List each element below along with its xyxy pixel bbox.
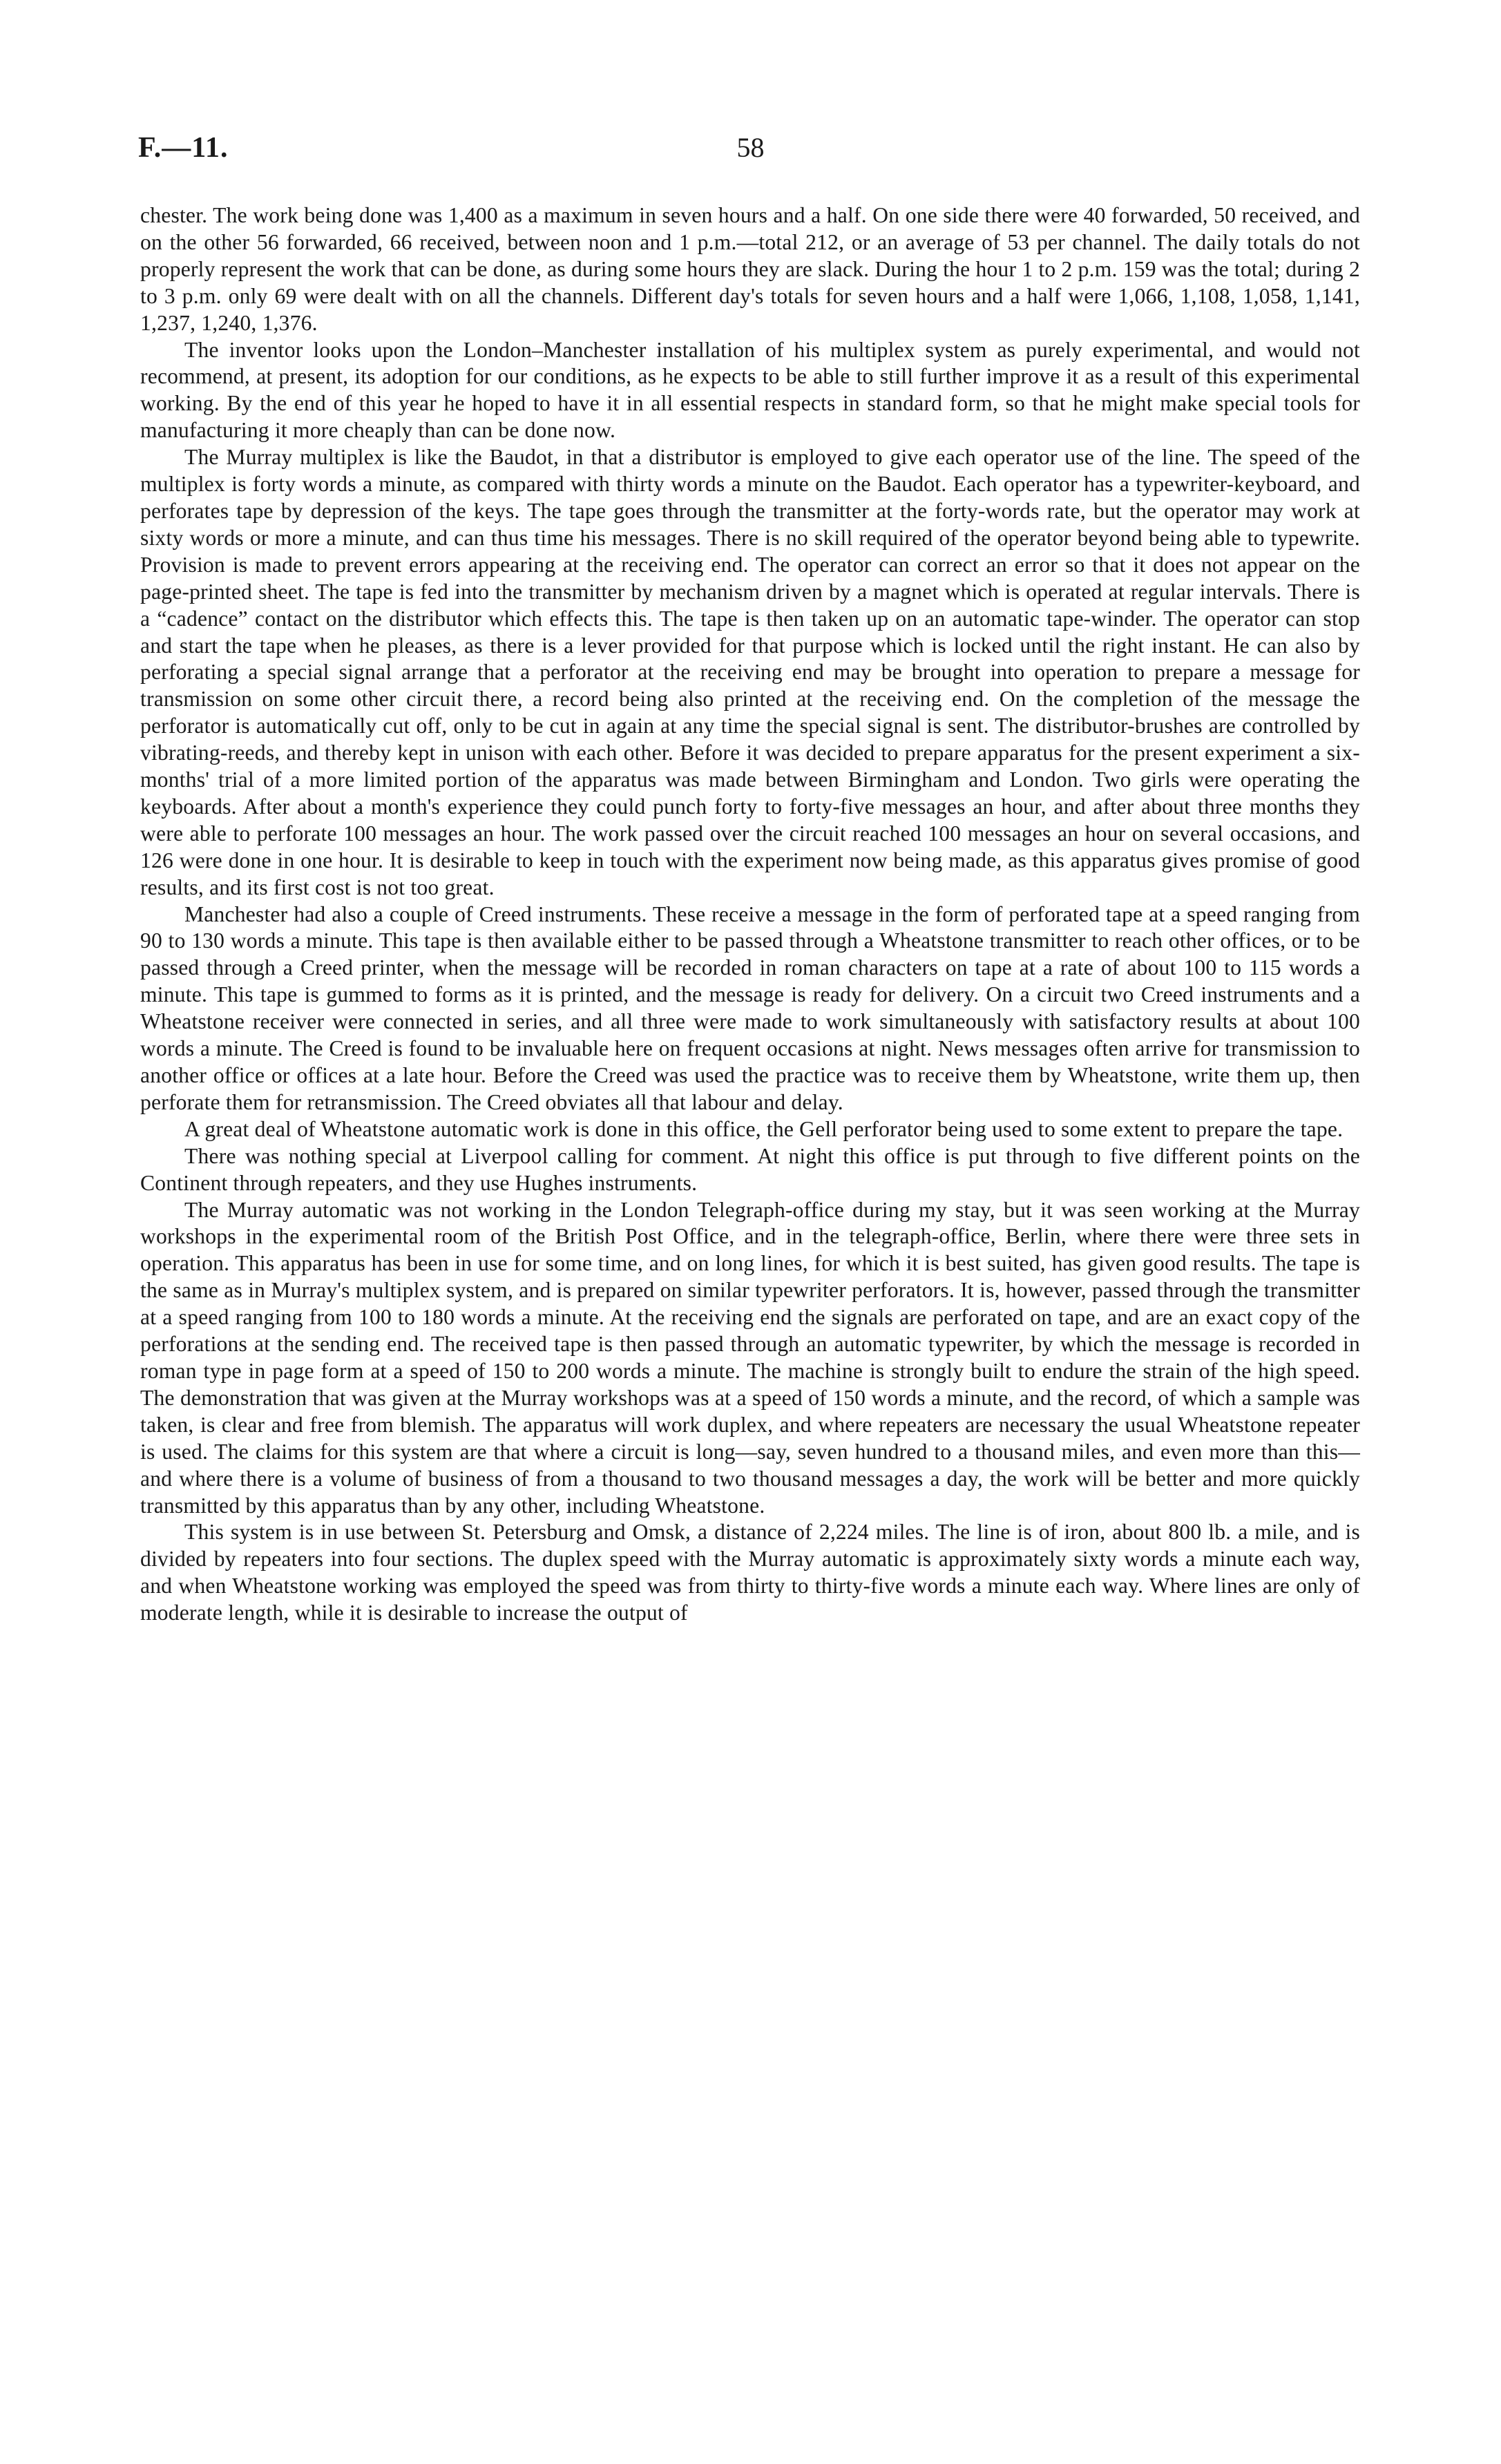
paragraph-wheatstone-automatic: A great deal of Wheatstone automatic work is done in this office, the Gell perforator being used to some extent to prepare the tape. — [184, 1116, 1344, 1141]
paragraph-st-petersburg-omsk: This system is in use between St. Petersburg and Omsk, a distance of 2,224 miles. The line is of iron, about 800 lb. a mile, and is divided by repeaters into four sections. The duplex speed with the Murray automatic is approximately sixty words a minute each way, and when Wheatstone working was employed the speed was from thirty to thirty-five words a minute each way. Where lines are only of moderate length, while it is desirable to increase the output of — [140, 1520, 1360, 1625]
body-text — [140, 202, 1360, 1627]
document-reference: F.—11. — [138, 132, 229, 164]
paragraph-inventor: The inventor looks upon the London–Manchester installation of his multiplex system as purely experimental, and would not recommend, at present, its adoption for our conditions, as he expects to be able to still further improve it as a result of this experimental working. By the end of this year he hoped to have it in all essential respects in standard form, so that he might make special tools for manufacturing it more cheaply than can be done now. — [140, 337, 1360, 443]
page-header — [138, 131, 1363, 173]
paragraph-murray-multiplex: The Murray multiplex is like the Baudot, in that a distributor is employed to give each operator use of the line. The speed of the multiplex is forty words a minute, as compared with thirty words a minute on the Baudot. Each operator has a typewriter-keyboard, and perforates tape by depression of the keys. The tape goes through the transmitter at the forty-words rate, but the operator may work at sixty words or more a minute, and can thus time his messages. There is no skill required of the operator beyond being able to typewrite. Provision is made to prevent errors appearing at the receiving end. The operator can correct an error so that it does not appear on the page-printed sheet. The tape is fed into the transmitter by mechanism driven by a magnet which is operated at regular intervals. There is a “cadence” contact on the distributor which effects this. The tape is then taken up on an automatic tape-winder. The operator can stop and start the tape when he pleases, as there is a lever provided for that purpose which is locked until the right instant. He can also by perforating a special signal arrange that a perforator at the receiving end may be brought into operation to prepare a message for transmission on some other circuit there, a record being also printed at the receiving end. On the completion of the message the perforator is automatically cut off, only to be cut in again at any time the special signal is sent. The distributor-brushes are controlled by vibrating-reeds, and thereby kept in unison with each other. Before it was decided to prepare apparatus for the present experiment a six-months' trial of a more limited portion of the apparatus was made between Birmingham and London. Two girls were operating the keyboards. After about a month's experience they could punch forty to forty-five messages an hour, and after about three months they were able to perforate 100 messages an hour. The work passed over the circuit reached 100 messages an hour on several occasions, and 126 were done in one hour. It is desirable to keep in touch with the experiment now being made, as this apparatus gives promise of good results, and its first cost is not too great. — [140, 445, 1360, 899]
paragraph-creed-instruments: Manchester had also a couple of Creed instruments. These receive a message in the form of perforated tape at a speed ranging from 90 to 130 words a minute. This tape is then available either to be passed through a Wheatstone transmitter to reach other offices, or to be passed through a Creed printer, when the message will be recorded in roman characters on tape at a rate of about 100 to 115 words a minute. This tape is gummed to forms as it is printed, and the message is ready for delivery. On a circuit two Creed instruments and a Wheatstone receiver were connected in series, and all three were made to work simultaneously with satisfactory results at about 100 words a minute. The Creed is found to be invaluable here on frequent occasions at night. News messages often arrive for transmission to another office or offices at a late hour. Before the Creed was used the practice was to receive them by Wheatstone, write them up, then perforate them for retransmission. The Creed obviates all that labour and delay. — [140, 901, 1360, 1114]
page-number: 58 — [736, 132, 765, 163]
paragraph-murray-automatic: The Murray automatic was not working in the London Telegraph-office during my stay, but it was seen working at the Murray workshops in the experimental room of the British Post Office, and in the telegraph-office, Berlin, where there were three sets in operation. This apparatus has been in use for some time, and on long lines, for which it is best suited, has given good results. The tape is the same as in Murray's multiplex system, and is prepared on similar typewriter perforators. It is, however, passed through the transmitter at a speed ranging from 100 to 180 words a minute. At the receiving end the signals are perforated on tape, and are an exact copy of the perforations at the sending end. The received tape is then passed through an automatic typewriter, by which the message is recorded in roman type in page form at a speed of 150 to 200 words a minute. The machine is strongly built to endure the strain of the high speed. The demonstration that was given at the Murray workshops was at a speed of 150 words a minute, and the record, of which a sample was taken, is clear and free from blemish. The apparatus will work duplex, and where repeaters are necessary the usual Wheatstone repeater is used. The claims for this system are that where a circuit is long—say, seven hundred to a thousand miles, and even more than this—and where there is a volume of business of from a thousand to two thousand messages a day, the work will be better and more quickly transmitted by this apparatus than by any other, including Wheatstone. — [140, 1197, 1360, 1518]
paragraph-liverpool: There was nothing special at Liverpool calling for comment. At night this office is put through to five different points on the Continent through repeaters, and they use Hughes instruments. — [140, 1143, 1360, 1195]
paragraph-continued: chester. The work being done was 1,400 as a maximum in seven hours and a half. On one side there were 40 forwarded, 50 received, and on the other 56 forwarded, 66 received, between noon and 1 p.m.—total 212, or an average of 53 per channel. The daily totals do not properly represent the work that can be done, as during some hours they are slack. During the hour 1 to 2 p.m. 159 was the total; during 2 to 3 p.m. only 69 were dealt with on all the channels. Different day's totals for seven hours and a half were 1,066, 1,108, 1,058, 1,141, 1,237, 1,240, 1,376. — [140, 203, 1360, 335]
